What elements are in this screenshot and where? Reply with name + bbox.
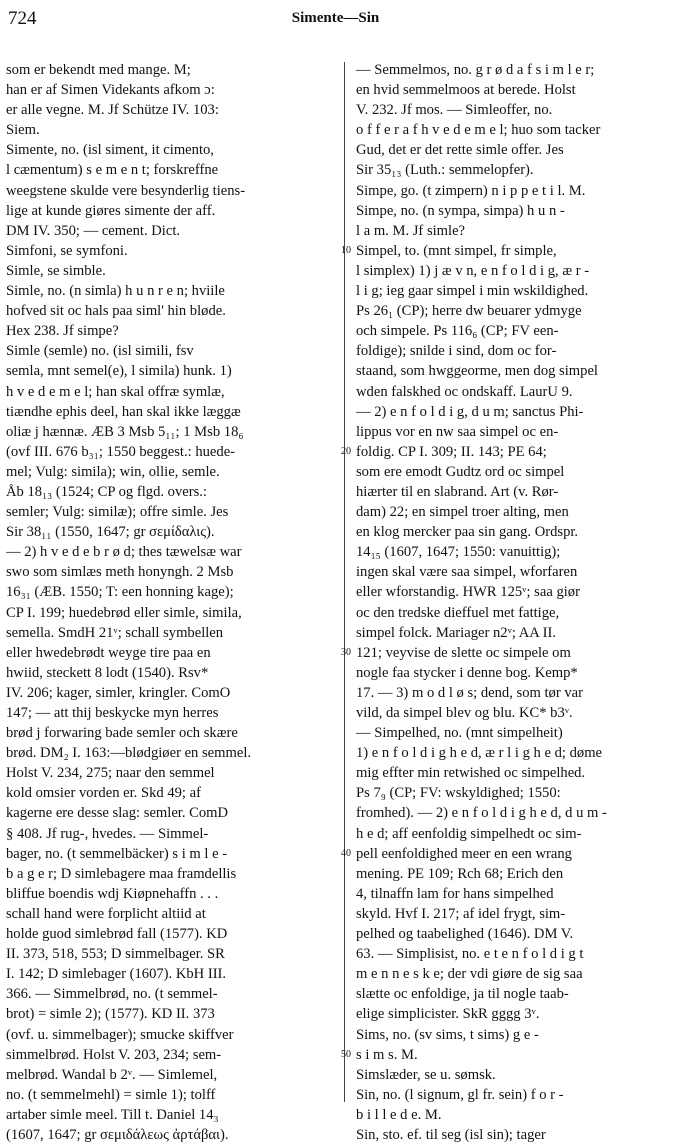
text-line: m e n n e s k e; der vdi giøre de sig saa <box>356 966 583 983</box>
text-line: oc den tredske dieffuel met fattige, <box>356 604 560 621</box>
text-line: eller wforstandig. HWR 125ᵛ; saa giør <box>356 584 580 601</box>
text-line: bager, no. (t semmelbäcker) s i m l e - <box>6 845 228 862</box>
right-column <box>356 60 668 1145</box>
text-line: V. 232. Jf mos. — Simleoffer, no. <box>356 102 553 119</box>
text-line: l simplex) 1) j æ v n, e n f o l d i g, æ r - <box>356 262 590 279</box>
margin-line-number: 30 <box>341 646 351 658</box>
text-line: 4, tilnaffn lam for hans simpelhed <box>356 885 554 902</box>
text-line: § 408. Jf rug-, hvedes. — Simmel- <box>6 825 209 842</box>
text-line: no. (t semmelmehl) = simle 1); tolff <box>6 1086 216 1103</box>
text-line: vild, da simpel blev og blu. KC* b3ᵛ. <box>356 705 573 721</box>
text-line: han er af Simen Videkants afkom ɔ: <box>6 82 215 99</box>
text-line: semler; Vulg: similæ); offre simle. Jes <box>6 504 229 521</box>
text-line: (ovf III. 676 b₃₁; 1550 beggest.: huede- <box>6 443 236 460</box>
text-line: — Semmelmos, no. g r ø d a f s i m l e r; <box>356 62 595 78</box>
text-line: 17. — 3) m o d l ø s; dend, som tør var <box>356 684 583 701</box>
text-line: Simle, no. (n simla) h u n r e n; hviile <box>6 283 225 300</box>
margin-line-number: 50 <box>341 1048 351 1060</box>
text-line: en hvid semmelmoos at berede. Holst <box>356 82 576 99</box>
text-line: simmelbrød. Holst V. 203, 234; sem- <box>6 1046 222 1063</box>
text-line: Holst V. 234, 275; naar den semmel <box>6 765 215 782</box>
text-line: Ps 7₉ (CP; FV: wskyldighed; 1550: <box>356 785 561 802</box>
text-line: Simle, se simble. <box>6 262 106 279</box>
text-line: slætte oc enfoldige, ja til nogle taab- <box>356 986 569 1003</box>
text-line: brød. DM₂ I. 163:—blødgiøer en semmel. <box>6 745 252 762</box>
text-line: swo som simlæs meth honyngh. 2 Msb <box>6 564 234 581</box>
text-line: schall hand were forplicht altiid at <box>6 905 206 922</box>
text-line: h v e d e m e l; han skal offræ symlæ, <box>6 383 225 400</box>
text-line: melbrød. Wandal b 2ᵛ. — Simlemel, <box>6 1066 218 1083</box>
text-line: oliæ j hænnæ. ÆB 3 Msb 5₁₁; 1 Msb 18₆ <box>6 423 244 440</box>
text-line: 147; — att thij beskycke myn herres <box>6 705 219 721</box>
text-line: nogle faa stycker i denne bog. Kemp* <box>356 664 578 681</box>
text-line: l a m. M. Jf simle? <box>356 222 466 239</box>
text-line: lige at kunde giøres simente der aff. <box>6 202 216 219</box>
text-line: o f f e r a f h v e d e m e l; huo som tacker <box>356 122 601 139</box>
margin-line-number: 10 <box>341 244 351 256</box>
text-line: tiændhe ephis deel, han skal ikke læggæ <box>6 403 241 420</box>
text-line: kagerne ere desse slag: semler. ComD <box>6 805 229 822</box>
page-header <box>6 6 665 32</box>
text-line: Sir 38₁₁ (1550, 1647; gr σεμίδαλις). <box>6 524 215 541</box>
text-line: mel; Vulg: simila); win, ollie, semle. <box>6 463 220 480</box>
text-line: 121; veyvise de slette oc simpele om <box>356 644 571 661</box>
text-line: Simslæder, se u. sømsk. <box>356 1066 496 1083</box>
page-number: 724 <box>8 8 37 29</box>
text-line: Sims, no. (sv sims, t sims) g e - <box>356 1026 539 1043</box>
text-line: pelhed og taabelighed (1646). DM V. <box>356 926 574 943</box>
left-column <box>6 60 332 1145</box>
text-line: Siem. <box>6 122 40 139</box>
text-line: Sir 35₁₃ (Luth.: semmelopfer). <box>356 162 534 179</box>
text-line: l i g; ieg gaar simpel i min wskildighed. <box>356 283 589 300</box>
text-line: s i m s. M. <box>356 1046 418 1063</box>
text-line: 16₃₁ (ÆB. 1550; T: een honning kage); <box>6 584 234 601</box>
text-line: weegstene skulde vere besynderlig tiens- <box>6 182 246 199</box>
text-line: mening. PE 109; Rch 68; Erich den <box>356 865 564 882</box>
text-line: foldig. CP I. 309; II. 143; PE 64; <box>356 443 547 460</box>
text-line: Åb 18₁₃ (1524; CP og flgd. overs.: <box>6 483 207 500</box>
text-line: en klog mercker paa sin gang. Ordspr. <box>356 524 579 541</box>
text-line: DM IV. 350; — cement. Dict. <box>6 222 181 239</box>
text-line: I. 142; D simlebager (1607). KbH III. <box>6 966 227 983</box>
text-line: holde guod simlebrød fall (1577). KD <box>6 926 228 943</box>
text-line: — 2) e n f o l d i g, d u m; sanctus Phi- <box>356 403 584 420</box>
text-line: som ere emodt Gudtz ord oc simpel <box>356 463 565 480</box>
text-line: Simpe, no. (n sympa, simpa) h u n - <box>356 202 565 219</box>
text-line: Simle (semle) no. (isl simili, fsv <box>6 343 194 360</box>
text-line: b a g e r; D simlebagere maa framdellis <box>6 865 237 882</box>
text-line: Sin, sto. ef. til seg (isl sin); tager <box>356 1126 546 1143</box>
text-line: 366. — Simmelbrød, no. (t semmel- <box>6 986 218 1003</box>
text-line: foldige); snilde i sind, dom oc for- <box>356 343 557 360</box>
text-line: artaber simle meel. Till t. Daniel 14₃ <box>6 1106 219 1123</box>
text-line: IV. 206; kager, simler, kringler. ComO <box>6 684 231 701</box>
text-line: (ovf. u. simmelbager); smucke skiffver <box>6 1026 234 1043</box>
text-line: Simpel, to. (mnt simpel, fr simple, <box>356 242 557 259</box>
text-line: Simente, no. (isl siment, it cimento, <box>6 142 214 159</box>
text-line: pell eenfoldighed meer en een wrang <box>356 845 572 862</box>
text-line: b i l l e d e. M. <box>356 1106 442 1123</box>
text-line: simpel folck. Mariager n2ᵛ; AA II. <box>356 624 557 641</box>
text-line: hiærter til en slabrand. Art (v. Rør- <box>356 483 559 500</box>
column-divider <box>344 62 345 1102</box>
text-line: staand, som hwggeorme, men dog simpel <box>356 363 598 380</box>
text-line: semella. SmdH 21ᵛ; schall symbellen <box>6 624 224 641</box>
text-line: h e d; aff eenfoldig simpelhedt oc sim- <box>356 825 582 842</box>
text-line: dam) 22; en simpel troer alting, men <box>356 504 569 521</box>
margin-line-number: 40 <box>341 847 351 859</box>
text-line: brød j forwaring bade semler och skære <box>6 725 238 742</box>
text-line: Simpe, go. (t zimpern) n i p p e t i l. M. <box>356 182 586 199</box>
text-line: II. 373, 518, 553; D simmelbager. SR <box>6 946 225 963</box>
text-line: Simfoni, se symfoni. <box>6 242 128 259</box>
text-line: och simpele. Ps 116₆ (CP; FV een- <box>356 323 559 340</box>
text-line: Sin, no. (l signum, gl fr. sein) f o r - <box>356 1086 564 1103</box>
text-line: skyld. Hvf I. 217; af idel frygt, sim- <box>356 905 566 922</box>
text-line: wden falskhed oc ondskaff. LaurU 9. <box>356 383 573 400</box>
text-line: — Simpelhed, no. (mnt simpelheit) <box>356 725 563 742</box>
text-line: hofved sit oc hals paa siml' hin bløde. <box>6 303 226 320</box>
text-line: 63. — Simplisist, no. e t e n f o l d i g t <box>356 946 584 963</box>
text-line: hwiid, steckett 8 lodt (1540). Rsv* <box>6 664 209 681</box>
text-line: fromhed). — 2) e n f o l d i g h e d, d u m - <box>356 805 607 822</box>
text-line: — 2) h v e d e b r ø d; thes tæwelsæ war <box>6 544 242 561</box>
text-line: elige simplicister. SkR gggg 3ᵛ. <box>356 1006 540 1023</box>
text-line: lippus vor en nw saa simpel oc en- <box>356 423 559 440</box>
text-line: er alle vegne. M. Jf Schütze IV. 103: <box>6 102 219 119</box>
text-line: som er bekendt med mange. M; <box>6 62 191 78</box>
running-title: Simente—Sin <box>291 10 380 26</box>
text-line: Hex 238. Jf simpe? <box>6 323 119 340</box>
text-line: l cæmentum) s e m e n t; forskreffne <box>6 162 219 179</box>
text-line: brot) = simle 2); (1577). KD II. 373 <box>6 1006 215 1023</box>
text-line: Gud, det er det rette simle offer. Jes <box>356 142 564 159</box>
text-line: semla, mnt semel(e), l simila) hunk. 1) <box>6 363 232 380</box>
text-line: (1607, 1647; gr σεμιδάλεως ἀρτάβαι). <box>6 1126 229 1143</box>
text-line: 14₁₅ (1607, 1647; 1550: vanuittig); <box>356 544 561 561</box>
text-line: CP I. 199; huedebrød eller simle, simila, <box>6 604 242 621</box>
text-line: bliffue boendis wdj Kiøpnehaffn . . . <box>6 885 219 902</box>
text-line: 1) e n f o l d i g h e d, æ r l i g h e d; døme <box>356 745 603 762</box>
margin-line-number: 20 <box>341 445 351 457</box>
text-line: kold omsier vorden er. Skd 49; af <box>6 785 201 802</box>
text-line: mig effter min retwished oc simpelhed. <box>356 765 586 782</box>
text-line: eller hwedebrødt weyge tire paa en <box>6 644 211 661</box>
text-line: Ps 26₁ (CP); herre dw beuarer ydmyge <box>356 303 582 320</box>
text-line: ingen skal være saa simpel, wforfaren <box>356 564 578 581</box>
